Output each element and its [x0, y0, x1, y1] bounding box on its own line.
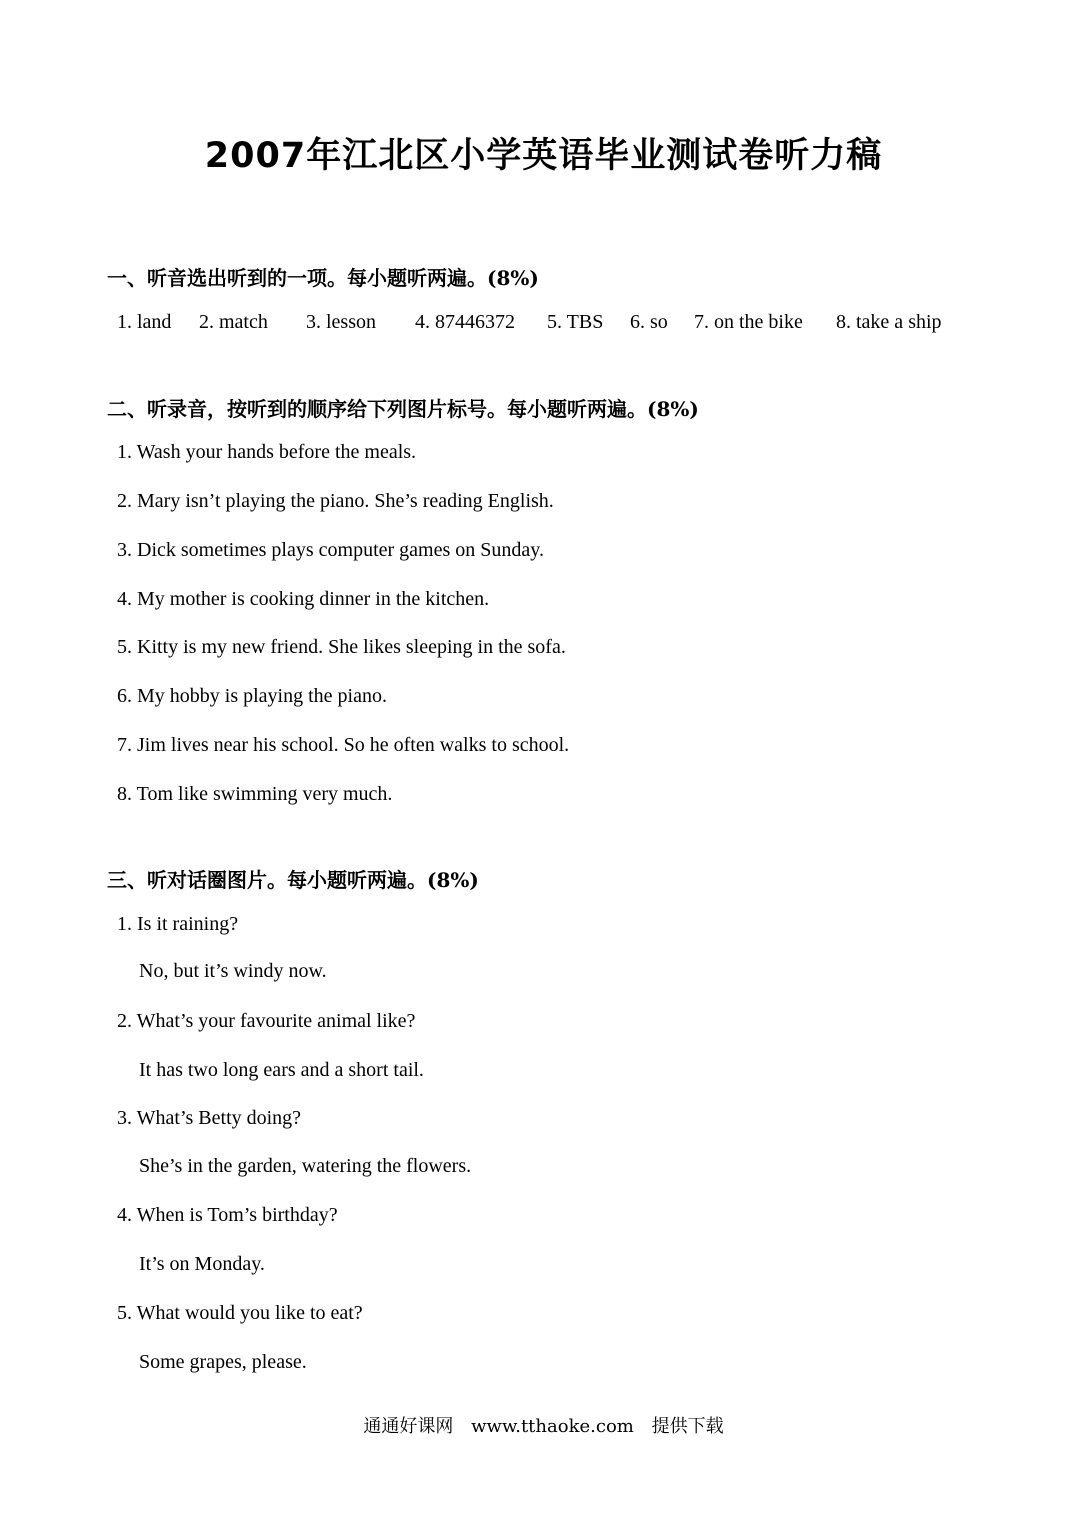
list-item: 2. match [199, 311, 268, 333]
page-footer [0, 1412, 1087, 1438]
page-title: 2007年江北区小学英语毕业测试卷听力稿 [204, 136, 883, 176]
list-item: 1. land [117, 311, 172, 333]
list-item: 3. Dick sometimes plays computer games on Sunday. [117, 539, 544, 561]
list-item: 7. Jim lives near his school. So he often walks to school. [117, 734, 570, 756]
dialogue-question: 3. What’s Betty doing? [117, 1107, 302, 1129]
list-item: 5. TBS [547, 311, 604, 333]
list-item: 4. 87446372 [415, 311, 515, 333]
dialogue-answer: It’s on Monday. [139, 1253, 265, 1275]
list-item: 7. on the bike [694, 311, 803, 333]
list-item: 1. Wash your hands before the meals. [117, 441, 417, 463]
dialogue-question: 5. What would you like to eat? [117, 1302, 363, 1324]
list-item: 8. take a ship [836, 311, 942, 333]
section-2-heading: 二、听录音，按听到的顺序给下列图片标号。每小题听两遍。(8%) [107, 397, 699, 421]
footer-suffix: 提供下载 [651, 1416, 724, 1437]
section-1-heading: 一、听音选出听到的一项。每小题听两遍。(8%) [107, 266, 539, 290]
dialogue-answer: Some grapes, please. [139, 1351, 307, 1373]
list-item: 3. lesson [306, 311, 376, 333]
dialogue-answer: She’s in the garden, watering the flowers. [139, 1155, 472, 1177]
dialogue-answer: No, but it’s windy now. [139, 960, 327, 982]
dialogue-question: 4. When is Tom’s birthday? [117, 1204, 338, 1226]
footer-url[interactable]: www.tthaoke.com [471, 1416, 634, 1437]
dialogue-question: 2. What’s your favourite animal like? [117, 1010, 416, 1032]
list-item: 6. My hobby is playing the piano. [117, 685, 387, 707]
section-3-heading: 三、听对话圈图片。每小题听两遍。(8%) [107, 868, 479, 892]
list-item: 4. My mother is cooking dinner in the kitchen. [117, 588, 490, 610]
list-item: 6. so [630, 311, 668, 333]
list-item: 2. Mary isn’t playing the piano. She’s reading English. [117, 490, 554, 512]
dialogue-question: 1. Is it raining? [117, 913, 239, 935]
list-item: 8. Tom like swimming very much. [117, 783, 393, 805]
dialogue-answer: It has two long ears and a short tail. [139, 1059, 424, 1081]
list-item: 5. Kitty is my new friend. She likes sleeping in the sofa. [117, 636, 566, 658]
footer-site-name: 通通好课网 [363, 1416, 454, 1437]
